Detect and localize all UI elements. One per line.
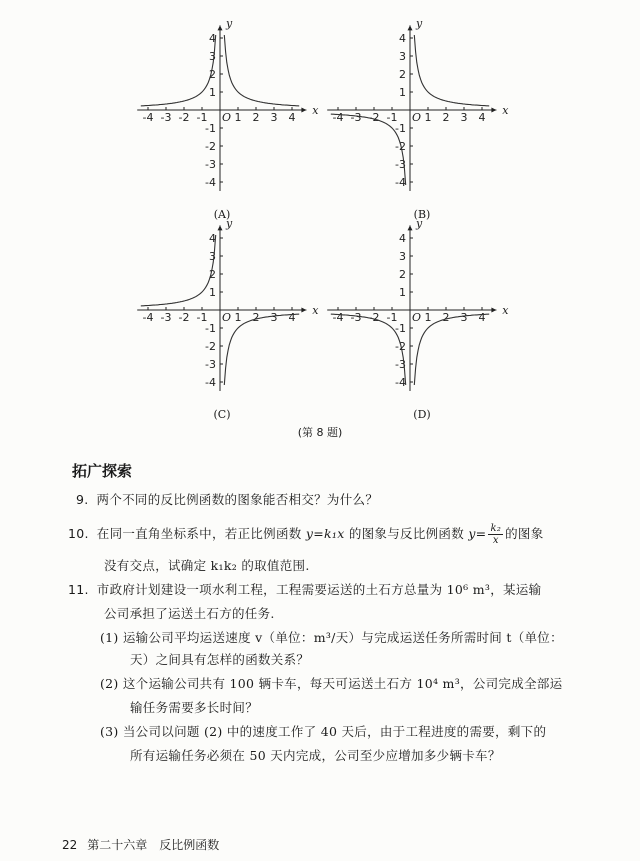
y-tick-label: 3 (399, 250, 406, 263)
question-10-text-b: 的图象与反比例函数 (348, 526, 465, 541)
y-tick-label: 1 (399, 86, 406, 99)
y-tick-label: -4 (395, 376, 406, 389)
x-tick-label: -2 (178, 311, 190, 324)
x-tick-label: 1 (424, 311, 432, 324)
question-11-line2: 公司承担了运送土石方的任务. (104, 606, 275, 621)
x-arrow-icon (491, 108, 496, 113)
graph-d-label: (D) (413, 408, 431, 421)
graph-b (332, 17, 510, 221)
y-tick-label: 3 (209, 50, 216, 63)
y-tick-label: -2 (205, 340, 216, 353)
question-11-part2b: 输任务需要多长时间？ (130, 700, 259, 715)
y-tick-label: -4 (205, 376, 216, 389)
x-tick-label: -3 (350, 311, 362, 324)
figure-caption: (第 8 题) (297, 426, 343, 439)
y-arrow-icon (408, 25, 413, 30)
y-tick-label: -3 (395, 358, 406, 371)
x-arrow-icon (301, 108, 306, 113)
y-arrow-icon (218, 25, 223, 30)
x-tick-label: 1 (234, 111, 242, 124)
y-tick-label: -1 (205, 322, 216, 335)
hyperbola-branch (224, 314, 299, 385)
x-tick-label: -1 (386, 111, 398, 124)
y-axis-name: y (226, 17, 233, 31)
graph-b-plot (332, 17, 510, 205)
question-10-line2: 没有交点，试确定 k₁k₂ 的取值范围. (104, 558, 310, 573)
x-tick-label: 3 (270, 111, 278, 124)
y-arrow-icon (218, 225, 223, 230)
y-tick-label: 1 (209, 86, 216, 99)
question-9-text: 两个不同的反比例函数的图象能否相交？为什么？ (96, 492, 379, 507)
question-11-line1: 市政府计划建设一项水利工程，工程需要运送的土石方总量为 10⁶ m³，某运输 (96, 582, 542, 597)
y-tick-label: 2 (399, 68, 406, 81)
x-tick-label: -4 (142, 311, 154, 324)
y-tick-label: -1 (395, 122, 406, 135)
x-tick-label: 3 (460, 311, 468, 324)
y-tick-label: 3 (209, 250, 216, 263)
y-tick-label: 4 (209, 232, 216, 245)
x-tick-label: 1 (424, 111, 432, 124)
question-10-frac-num: k₂ (490, 523, 502, 534)
question-10-number: 10. (68, 526, 89, 541)
y-tick-label: 2 (399, 268, 406, 281)
y-arrow-icon (408, 225, 413, 230)
graph-a-plot (142, 17, 320, 205)
question-11-part2a: (2) 这个运输公司共有 100 辆卡车，每天可运送土石方 10⁴ m³，公司完成全部运 (100, 676, 563, 691)
hyperbola-branch (414, 314, 489, 385)
x-tick-label: 1 (234, 311, 242, 324)
question-9-number: 9. (76, 492, 89, 507)
origin-label: O (222, 111, 232, 124)
x-tick-label: -4 (332, 311, 344, 324)
y-tick-label: 3 (399, 50, 406, 63)
graph-b-label: (B) (413, 208, 431, 221)
hyperbola-branch (141, 35, 216, 106)
x-tick-label: 2 (252, 111, 260, 124)
x-tick-label: -4 (142, 111, 154, 124)
graph-c-label: (C) (213, 408, 231, 421)
question-10-eq2-lhs: y= (468, 526, 487, 541)
y-axis-name: y (416, 17, 423, 31)
y-axis-name: y (226, 217, 233, 231)
y-tick-label: -3 (205, 158, 216, 171)
graph-a-label: (A) (213, 208, 231, 221)
question-10-eq1: y=k₁x (305, 526, 345, 541)
x-tick-label: -4 (332, 111, 344, 124)
question-11-part3b: 所有运输任务必须在 50 天内完成，公司至少应增加多少辆卡车？ (130, 748, 501, 763)
y-tick-label: 4 (209, 32, 216, 45)
x-axis-name: x (312, 304, 319, 317)
x-tick-label: 3 (270, 311, 278, 324)
question-10-frac-den: x (492, 535, 499, 546)
section-title: 拓广探索 (72, 462, 133, 480)
y-tick-label: -1 (395, 322, 406, 335)
x-axis-name: x (312, 104, 319, 117)
y-tick-label: -4 (205, 176, 216, 189)
x-tick-label: -1 (196, 311, 208, 324)
x-tick-label: 2 (442, 111, 450, 124)
hyperbola-branch (141, 235, 216, 306)
question-10-fraction (488, 523, 503, 546)
question-9 (76, 486, 616, 514)
x-tick-label: -3 (160, 311, 172, 324)
x-tick-label: -1 (386, 311, 398, 324)
hyperbola-branch (414, 35, 489, 106)
x-tick-label: 4 (478, 311, 486, 324)
graph-c (142, 217, 320, 421)
y-tick-label: 4 (399, 232, 406, 245)
x-tick-label: -1 (196, 111, 208, 124)
y-tick-label: 2 (209, 268, 216, 281)
x-tick-label: -2 (368, 111, 380, 124)
y-tick-label: 1 (209, 286, 216, 299)
x-tick-label: -2 (178, 111, 190, 124)
question-11-part1a: (1) 运输公司平均运送速度 v（单位：m³/天）与完成运送任务所需时间 t（单位： (100, 630, 563, 645)
y-tick-label: -2 (395, 340, 406, 353)
x-tick-label: -3 (160, 111, 172, 124)
x-tick-label: -2 (368, 311, 380, 324)
origin-label: O (412, 111, 422, 124)
x-tick-label: 4 (288, 111, 296, 124)
hyperbola-branch (224, 35, 299, 106)
y-tick-label: -1 (205, 122, 216, 135)
page-footer (62, 836, 219, 853)
x-tick-label: -3 (350, 111, 362, 124)
origin-label: O (222, 311, 232, 324)
x-axis-name: x (502, 104, 509, 117)
x-arrow-icon (491, 308, 496, 313)
x-axis-name: x (502, 304, 509, 317)
question-11-part1b: 天）之间具有怎样的函数关系？ (130, 652, 310, 667)
y-tick-label: 4 (399, 32, 406, 45)
question-10-text-c: 的图象 (505, 526, 544, 541)
y-tick-label: 2 (209, 68, 216, 81)
x-tick-label: 2 (442, 311, 450, 324)
origin-label: O (412, 311, 422, 324)
x-tick-label: 4 (478, 111, 486, 124)
chapter-title: 第二十六章 反比例函数 (87, 838, 220, 852)
page-number: 22 (62, 838, 78, 852)
y-tick-label: 1 (399, 286, 406, 299)
graph-a (142, 17, 320, 221)
graph-c-plot (142, 217, 320, 405)
question-10-text-a: 在同一直角坐标系中，若正比例函数 (96, 526, 302, 541)
y-tick-label: -3 (205, 358, 216, 371)
question-10 (68, 520, 608, 548)
y-tick-label: -2 (395, 140, 406, 153)
y-tick-label: -2 (205, 140, 216, 153)
graph-d-plot (332, 217, 510, 405)
question-11-part3a: (3) 当公司以问题 (2) 中的速度工作了 40 天后，由于工程进度的需要，剩下的 (100, 724, 547, 739)
x-arrow-icon (301, 308, 306, 313)
y-axis-name: y (416, 217, 423, 231)
y-tick-label: -4 (395, 176, 406, 189)
question-11-number: 11. (68, 582, 89, 597)
x-tick-label: 3 (460, 111, 468, 124)
graph-d (332, 217, 510, 421)
x-tick-label: 2 (252, 311, 260, 324)
y-tick-label: -3 (395, 158, 406, 171)
x-tick-label: 4 (288, 311, 296, 324)
